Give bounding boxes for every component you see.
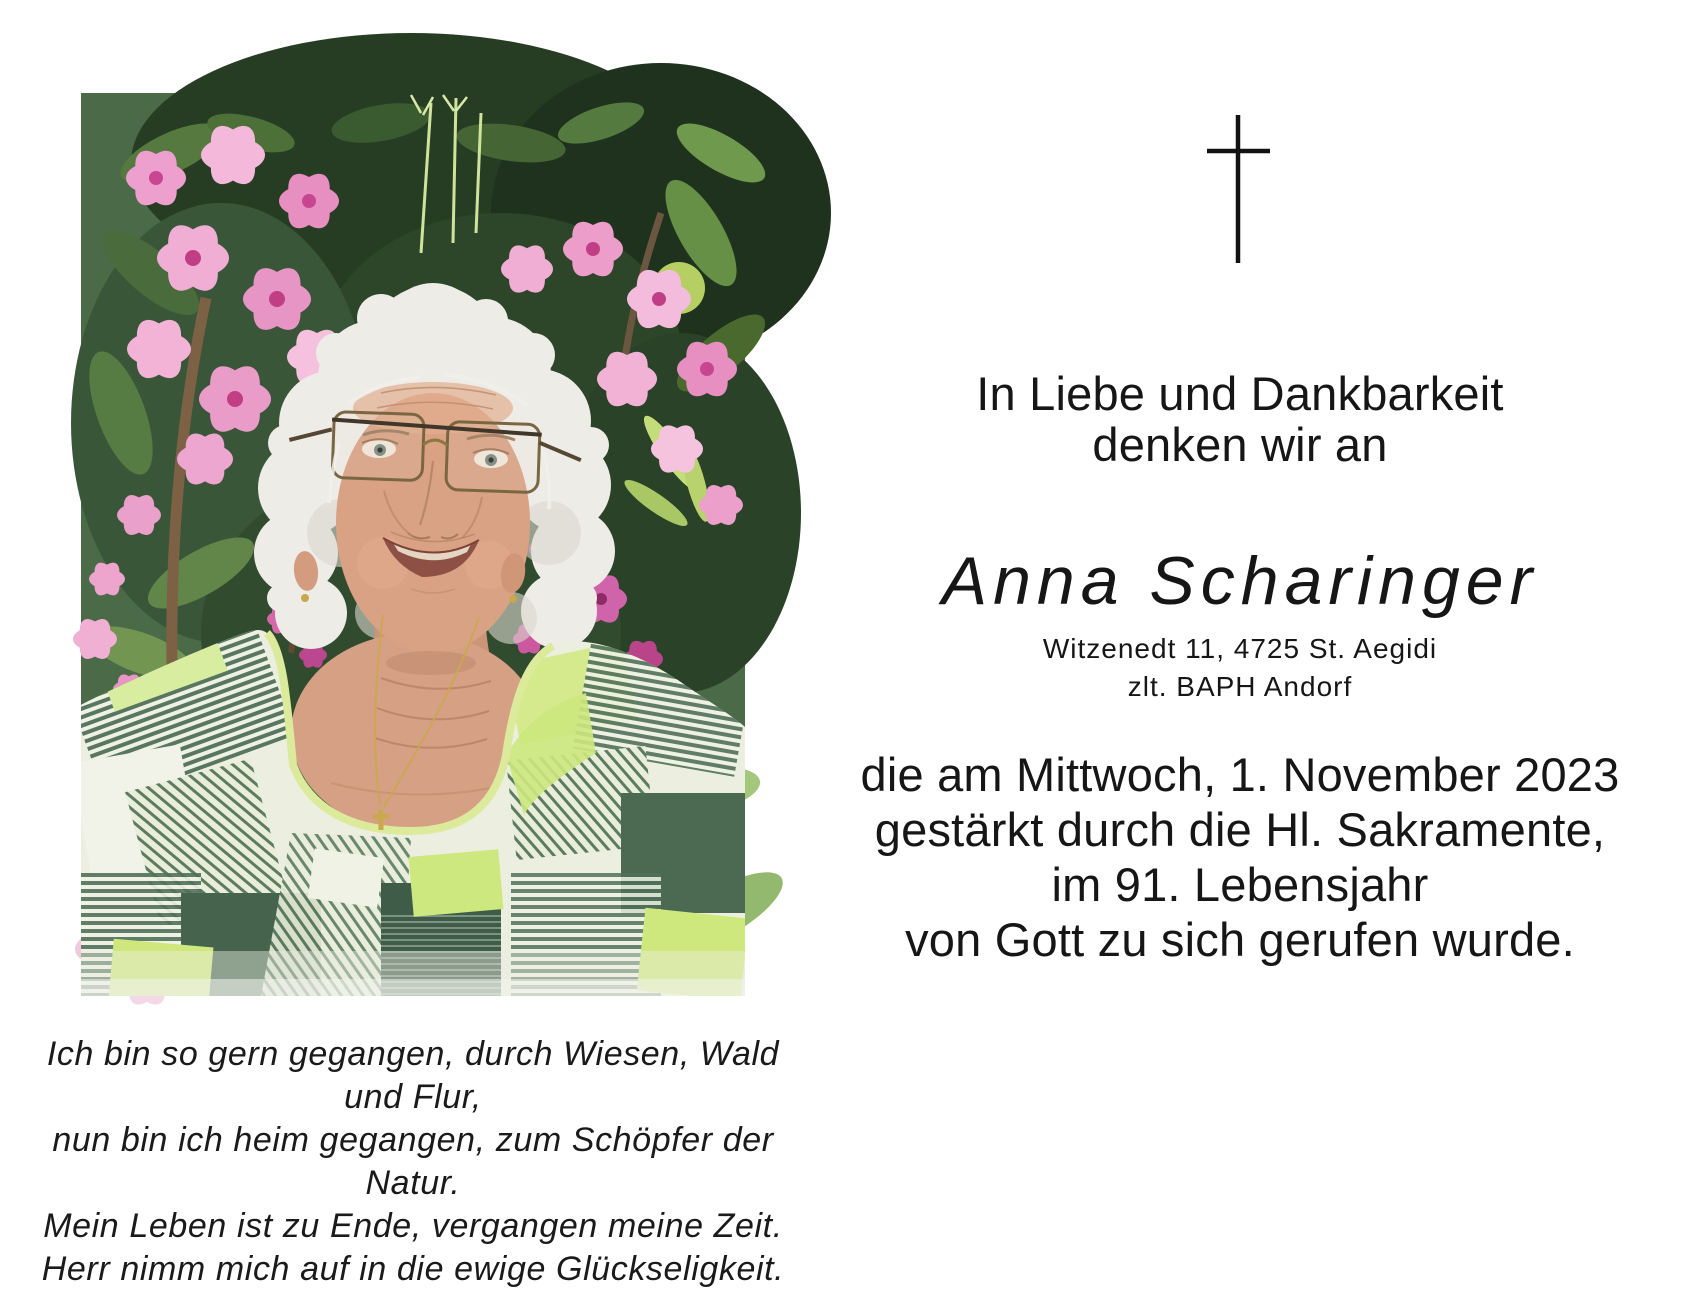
announcement-line-4: von Gott zu sich gerufen wurde. — [905, 913, 1575, 966]
earring-right — [509, 595, 517, 603]
intro-text — [840, 368, 1640, 470]
deceased-name: Anna Scharinger — [941, 543, 1539, 619]
intro-line-1: In Liebe und Dankbarkeit — [976, 367, 1504, 420]
memorial-poem — [13, 1033, 813, 1291]
poem-line-2: nun bin ich heim gegangen, zum Schöpfer der Natur. — [52, 1121, 774, 1202]
portrait-photo — [81, 93, 745, 996]
announcement-line-2: gestärkt durch die Hl. Sakramente, — [874, 803, 1606, 856]
announcement-line-3: im 91. Lebensjahr — [1051, 858, 1429, 911]
poem-line-4: Herr nimm mich auf in die ewige Glückseligkeit. — [41, 1250, 785, 1288]
announcement-line-1: die am Mittwoch, 1. November 2023 — [860, 748, 1620, 801]
earring-left — [301, 594, 309, 602]
poem-line-3: Mein Leben ist zu Ende, vergangen meine Zeit. — [43, 1207, 783, 1245]
poem-line-1: Ich bin so gern gegangen, durch Wiesen, Wald und Flur, — [46, 1035, 780, 1116]
death-announcement — [790, 747, 1690, 967]
memorial-cross-icon — [1196, 110, 1280, 268]
deceased-address — [840, 630, 1640, 706]
intro-line-2: denken wir an — [1092, 418, 1388, 471]
address-line-2: zlt. BAPH Andorf — [1127, 671, 1353, 702]
portrait-photo-illustration — [81, 93, 745, 996]
address-line-1: Witzenedt 11, 4725 St. Aegidi — [1042, 633, 1438, 664]
